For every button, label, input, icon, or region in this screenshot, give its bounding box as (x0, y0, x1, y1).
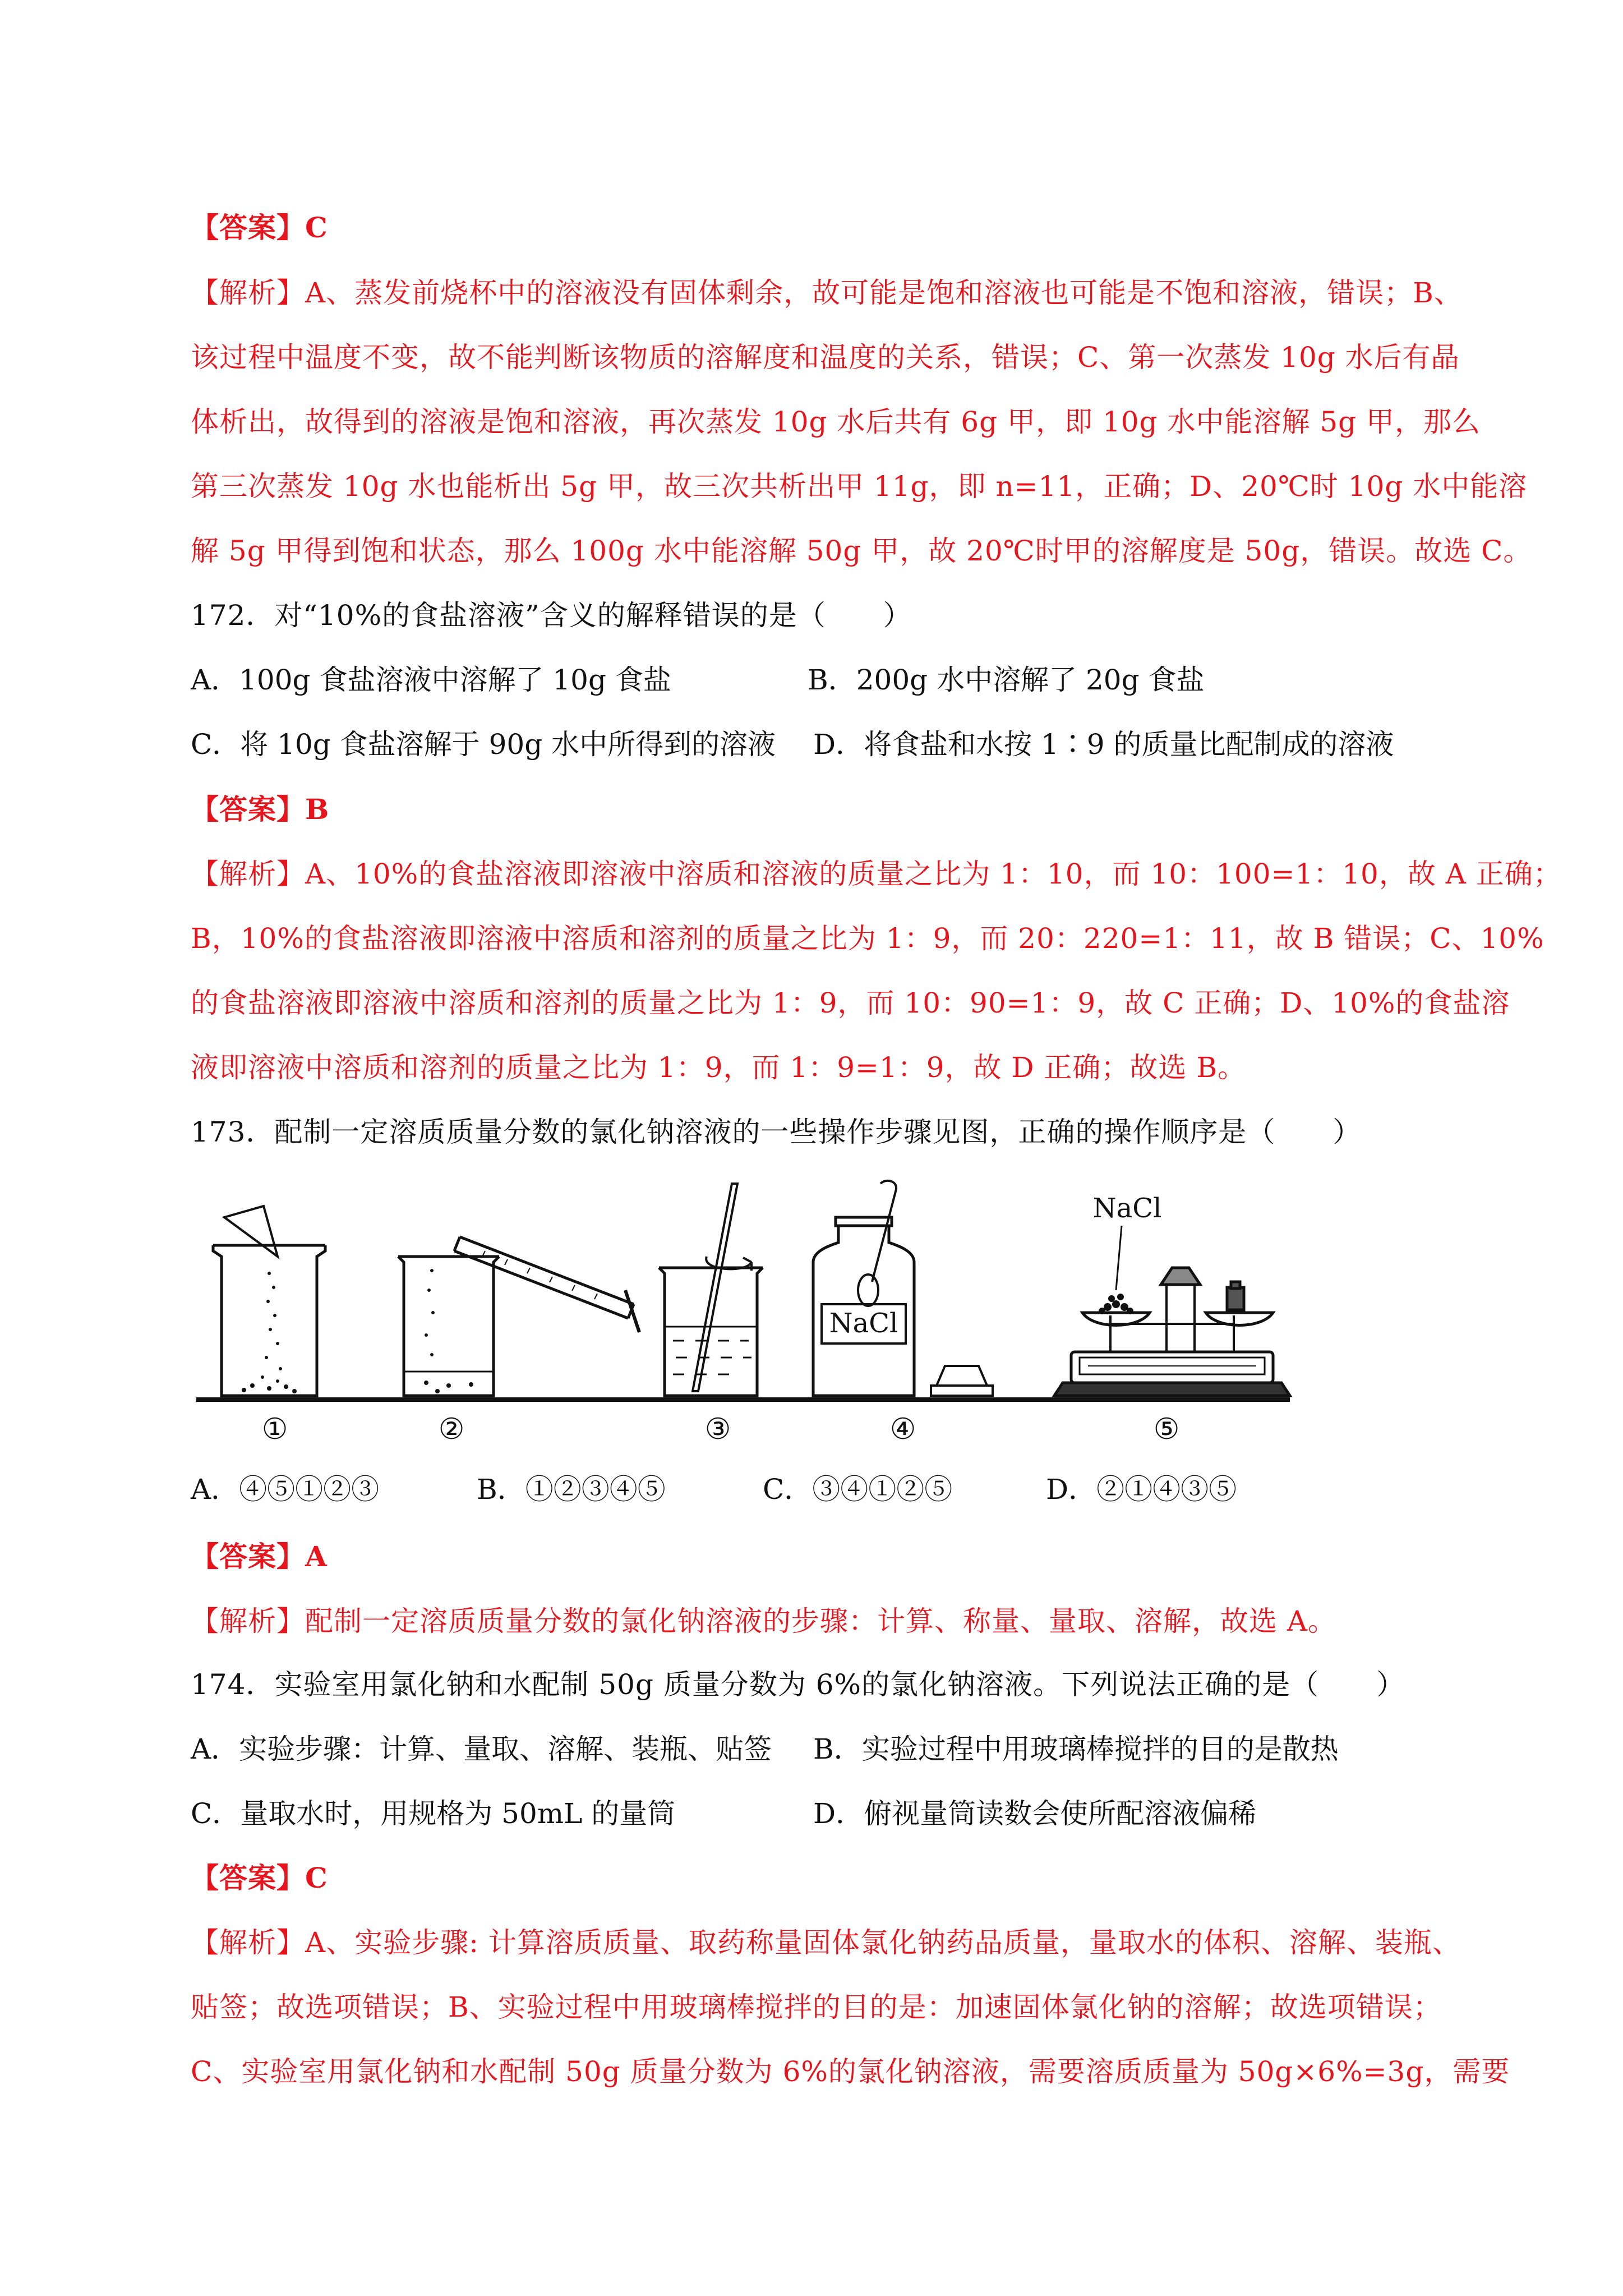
q173-option-a: A．④⑤①②③ (191, 1473, 380, 1506)
answer-172: 【答案】B (191, 793, 330, 826)
figure-label-1: ① (261, 1412, 288, 1446)
q173-option-d: D．②①④③⑤ (1046, 1473, 1237, 1506)
figure-label-3: ③ (704, 1412, 731, 1446)
q173-option-b: B．①②③④⑤ (477, 1473, 666, 1506)
balance-label: NaCl (1092, 1193, 1162, 1224)
explanation-171-line-4: 第三次蒸发 10g 水也能析出 5g 甲，故三次共析出甲 11g，即 n=11，正确；D、20℃时 10g 水中能溶 (191, 470, 1528, 503)
q172-option-c: C．将 10g 食盐溶解于 90g 水中所得到的溶液 (191, 728, 776, 761)
figure-label-5: ⑤ (1153, 1412, 1180, 1446)
answer-173: 【答案】A (191, 1540, 328, 1573)
q172-option-b: B．200g 水中溶解了 20g 食盐 (808, 664, 1205, 696)
explanation-172-line-1: 【解析】A、10%的食盐溶液即溶液中溶质和溶液的质量之比为 1：10，而 10：100=1：10，故 A 正确； (191, 858, 1562, 890)
explanation-171-line-2: 该过程中温度不变，故不能判断该物质的溶解度和温度的关系，错误；C、第一次蒸发 10g 水后有晶 (191, 341, 1460, 374)
q174-option-d: D．俯视量筒读数会使所配溶液偏稀 (813, 1797, 1257, 1830)
explanation-173: 【解析】配制一定溶质质量分数的氯化钠溶液的步骤：计算、称量、量取、溶解，故选 A。 (191, 1605, 1337, 1637)
explanation-174-line-3: C、实验室用氯化钠和水配制 50g 质量分数为 6%的氯化钠溶液，需要溶质质量为 50g×6%=3g，需要 (191, 2055, 1510, 2088)
figure-label-2: ② (438, 1412, 465, 1446)
balance-icon (1054, 1193, 1290, 1396)
q174-option-b: B．实验过程中用玻璃棒搅拌的目的是散热 (813, 1733, 1339, 1765)
reagent-bottle-icon (813, 1181, 993, 1396)
figure-label-4: ④ (889, 1412, 916, 1446)
question-172: 172．对“10%的食盐溶液”含义的解释错误的是（ ） (191, 599, 912, 632)
beaker-1-icon (213, 1206, 325, 1396)
beaker-2-icon (398, 1237, 639, 1396)
answer-174: 【答案】C (191, 1861, 328, 1894)
beaker-3-icon (659, 1184, 763, 1396)
lab-procedure-figure (191, 1172, 1301, 1464)
explanation-172-line-2: B，10%的食盐溶液即溶液中溶质和溶剂的质量之比为 1：9，而 20：220=1：11，故 B 错误；C、10% (191, 922, 1544, 955)
answer-171: 【答案】C (191, 211, 328, 244)
explanation-171-line-3: 体析出，故得到的溶液是饱和溶液，再次蒸发 10g 水后共有 6g 甲，即 10g 水中能溶解 5g 甲，那么 (191, 406, 1481, 438)
bottle-label: NaCl (829, 1308, 898, 1339)
q173-option-c: C．③④①②⑤ (763, 1473, 953, 1506)
question-173: 173．配制一定溶质质量分数的氯化钠溶液的一些操作步骤见图，正确的操作顺序是（ ） (191, 1116, 1362, 1148)
explanation-171-line-5: 解 5g 甲得到饱和状态，那么 100g 水中能溶解 50g 甲，故 20℃时甲的溶解度是 50g，错误。故选 C。 (191, 535, 1532, 567)
q172-option-a: A．100g 食盐溶液中溶解了 10g 食盐 (191, 664, 671, 696)
explanation-172-line-4: 液即溶液中溶质和溶剂的质量之比为 1：9，而 1：9=1：9，故 D 正确；故选 B。 (191, 1051, 1247, 1084)
question-174: 174．实验室用氯化钠和水配制 50g 质量分数为 6%的氯化钠溶液。下列说法正确的是（ ） (191, 1668, 1405, 1701)
explanation-171-line-1: 【解析】A、蒸发前烧杯中的溶液没有固体剩余，故可能是饱和溶液也可能是不饱和溶液，错误；B、 (191, 277, 1463, 309)
q172-option-d: D．将食盐和水按 1∶9 的质量比配制成的溶液 (813, 728, 1394, 761)
explanation-172-line-3: 的食盐溶液即溶液中溶质和溶剂的质量之比为 1：9，而 10：90=1：9，故 C 正确；D、10%的食盐溶 (191, 987, 1510, 1019)
explanation-174-line-1: 【解析】A、实验步骤: 计算溶质质量、取药称量固体氯化钠药品质量，量取水的体积、溶解、装瓶、 (191, 1926, 1461, 1959)
explanation-174-line-2: 贴签；故选项错误；B、实验过程中用玻璃棒搅拌的目的是：加速固体氯化钠的溶解；故选项错误； (191, 1991, 1442, 2023)
q174-option-a: A．实验步骤：计算、量取、溶解、装瓶、贴签 (191, 1733, 772, 1765)
q174-option-c: C．量取水时，用规格为 50mL 的量筒 (191, 1797, 676, 1830)
